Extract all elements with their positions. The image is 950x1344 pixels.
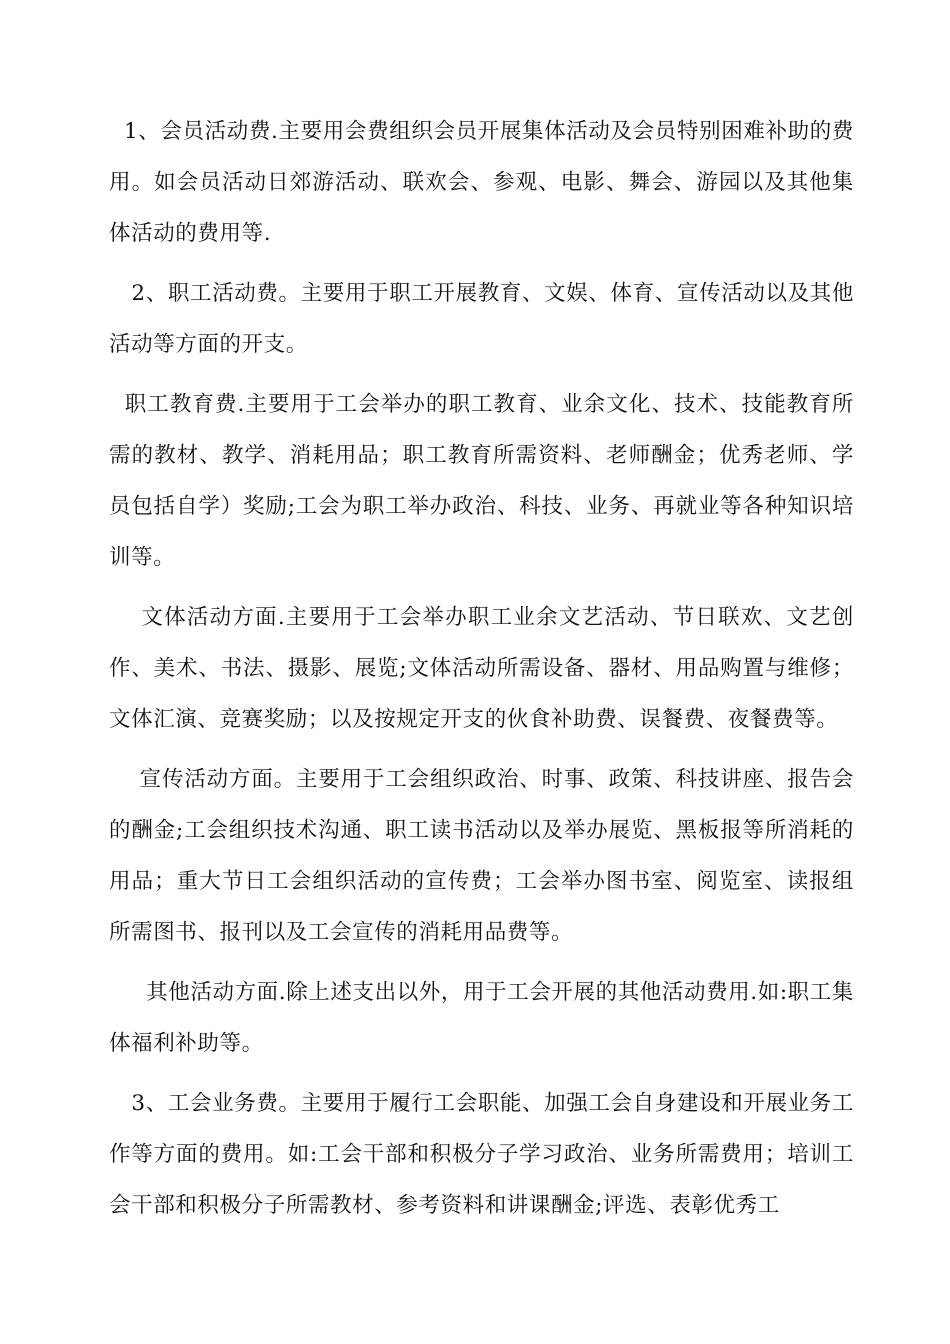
paragraph-publicity: 宣传活动方面。主要用于工会组织政治、时事、政策、科技讲座、报告会的酬金;工会组织技术沟通、职工读书活动以及举办展览、黑板报等所消耗的用品；重大节日工会组织活动的宣传费；工会举办图书室、阅览室、读报组所需图书、报刊以及工会宣传的消耗用品费等。 — [109, 767, 855, 945]
document-body — [109, 106, 854, 1240]
paragraph-union-business-fee: 3、工会业务费。主要用于履行工会职能、加强工会自身建设和开展业务工作等方面的费用。如:工会干部和积极分子学习政治、业务所需费用；培训工会干部和积极分子所需教材、参考资料和讲课酬金;评选、表彰优秀工 — [109, 1091, 854, 1218]
paragraph-culture-sports: 文体活动方面.主要用于工会举办职工业余文艺活动、节日联欢、文艺创作、美术、书法、摄影、展览;文体活动所需设备、器材、用品购置与维修；文体汇演、竞赛奖励；以及按规定开支的伙食补助费、误餐费、夜餐费等。 — [109, 605, 854, 732]
paragraph-member-activity-fee: 1、会员活动费.主要用会费组织会员开展集体活动及会员特别困难补助的费用。如会员活动日郊游活动、联欢会、参观、电影、舞会、游园以及其他集体活动的费用等. — [109, 119, 854, 246]
paragraph-staff-activity-fee: 2、职工活动费。主要用于职工开展教育、文娱、体育、宣传活动以及其他活动等方面的开支。 — [109, 281, 854, 357]
paragraph-staff-education-fee: 职工教育费.主要用于工会举办的职工教育、业余文化、技术、技能教育所需的教材、教学、消耗用品；职工教育所需资料、老师酬金；优秀老师、学员包括自学）奖励;工会为职工举办政治、科技、业务、再就业等各种知识培训等。 — [109, 392, 854, 570]
paragraph-other-activities: 其他活动方面.除上述支出以外，用于工会开展的其他活动费用.如:职工集体福利补助等。 — [109, 980, 854, 1056]
